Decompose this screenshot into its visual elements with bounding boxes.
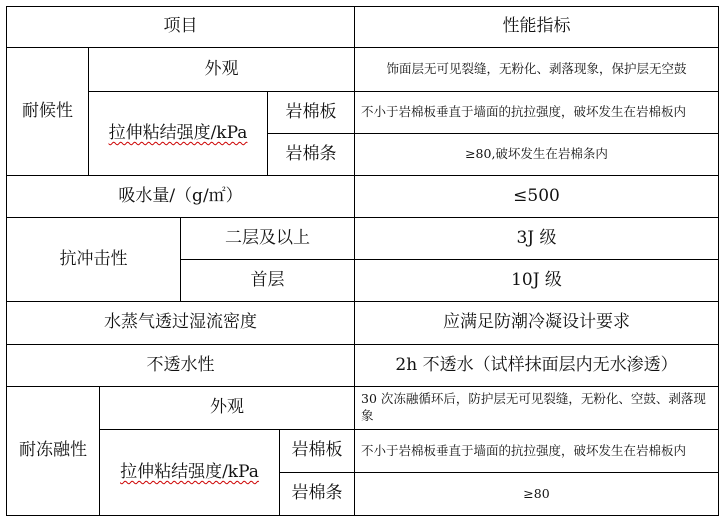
impact-above2-label: 二层及以上 — [180, 217, 355, 260]
weather-group-label: 耐候性 — [6, 47, 89, 176]
freeze-rock-strip-label: 岩棉条 — [279, 472, 355, 516]
freeze-tensile-text: 拉伸粘结强度/kPa — [120, 461, 259, 482]
weather-rock-strip-value: ≥80,破坏发生在岩棉条内 — [354, 133, 719, 176]
weather-appearance-value: 饰面层无可见裂缝，无粉化、剥落现象，保护层无空鼓 — [354, 47, 719, 92]
weather-rock-board-label: 岩棉板 — [267, 91, 355, 134]
weather-rock-board-value: 不小于岩棉板垂直于墙面的抗拉强度，破坏发生在岩棉板内 — [354, 91, 719, 134]
vapor-value: 应满足防潮冷凝设计要求 — [354, 301, 719, 345]
impact-group-label: 抗冲击性 — [6, 217, 181, 302]
impermeability-label: 不透水性 — [6, 344, 355, 387]
weather-appearance-label: 外观 — [88, 47, 355, 92]
water-absorption-label: 吸水量/（g/㎡） — [6, 175, 355, 218]
weather-tensile-label — [88, 91, 268, 176]
vapor-label: 水蒸气透过湿流密度 — [6, 301, 355, 345]
header-indicator: 性能指标 — [354, 6, 719, 48]
water-absorption-value: ≤500 — [354, 175, 719, 218]
freeze-rock-strip-value: ≥80 — [354, 472, 719, 516]
impact-first-label: 首层 — [180, 259, 355, 302]
weather-rock-strip-label: 岩棉条 — [267, 133, 355, 176]
header-item: 项目 — [6, 6, 355, 48]
weather-tensile-text: 拉伸粘结强度/kPa — [108, 122, 248, 143]
freeze-group-label: 耐冻融性 — [6, 386, 100, 516]
freeze-rock-board-label: 岩棉板 — [279, 429, 355, 473]
impact-above2-value: 3J 级 — [354, 217, 719, 260]
impermeability-value: 2h 不透水（试样抹面层内无水渗透） — [354, 344, 719, 387]
freeze-appearance-label: 外观 — [99, 386, 355, 430]
freeze-tensile-label — [99, 429, 280, 516]
freeze-rock-board-value: 不小于岩棉板垂直于墙面的抗拉强度，破坏发生在岩棉板内 — [354, 429, 719, 473]
freeze-appearance-value: 30 次冻融循环后，防护层无可见裂缝，无粉化、空鼓、剥落现象 — [354, 386, 719, 430]
impact-first-value: 10J 级 — [354, 259, 719, 302]
